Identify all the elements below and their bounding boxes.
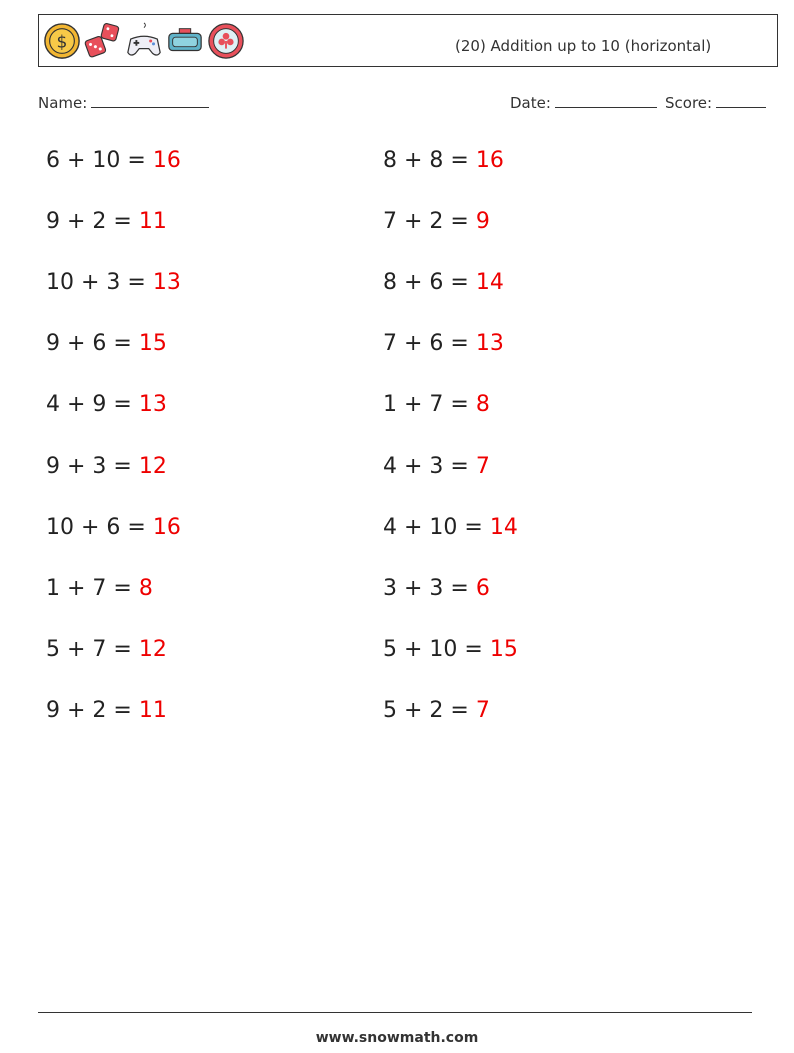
problem-expression: 8 + 6 = <box>383 270 469 296</box>
problem-answer: 8 <box>475 392 490 418</box>
problem-left-5 <box>46 392 167 417</box>
problem-left-9 <box>46 637 167 662</box>
dice-icon <box>84 22 122 60</box>
problem-expression: 5 + 2 = <box>383 697 469 723</box>
problem-left-4 <box>46 331 167 356</box>
score-blank[interactable] <box>716 93 766 108</box>
name-label: Name: <box>38 94 88 112</box>
worksheet-header <box>38 14 778 67</box>
gamepad-icon <box>125 22 163 60</box>
name-blank[interactable] <box>91 93 209 108</box>
problem-answer: 12 <box>138 636 167 662</box>
problem-answer: 9 <box>475 209 490 235</box>
problem-right-9 <box>383 637 518 662</box>
problem-expression: 5 + 7 = <box>46 636 132 662</box>
problem-answer: 13 <box>138 392 167 418</box>
coin-dollar-icon <box>43 22 81 60</box>
problem-left-2 <box>46 209 167 234</box>
problem-left-6 <box>46 454 167 479</box>
problem-expression: 4 + 10 = <box>383 514 483 540</box>
problem-right-3 <box>383 270 504 295</box>
problem-expression: 10 + 6 = <box>46 514 146 540</box>
problem-right-6 <box>383 454 490 479</box>
problem-answer: 7 <box>475 697 490 723</box>
problem-expression: 3 + 3 = <box>383 575 469 601</box>
vr-headset-icon <box>166 22 204 60</box>
problem-left-1 <box>46 148 181 173</box>
problem-expression: 9 + 2 = <box>46 697 132 723</box>
footer-url: www.snowmath.com <box>315 1030 479 1046</box>
problem-expression: 1 + 7 = <box>46 575 132 601</box>
problem-expression: 10 + 3 = <box>46 270 146 296</box>
score-label: Score: <box>665 94 713 112</box>
problem-expression: 1 + 7 = <box>383 392 469 418</box>
problem-expression: 5 + 10 = <box>383 636 483 662</box>
problem-answer: 11 <box>138 697 167 723</box>
problem-answer: 11 <box>138 209 167 235</box>
problem-left-3 <box>46 270 181 295</box>
problem-expression: 6 + 10 = <box>46 148 146 173</box>
problem-answer: 15 <box>489 636 518 662</box>
name-field[interactable] <box>38 93 209 112</box>
problem-answer: 13 <box>475 331 504 357</box>
problem-right-7 <box>383 515 518 540</box>
problem-answer: 6 <box>475 575 490 601</box>
problem-right-2 <box>383 209 490 234</box>
svg-text:$: $ <box>56 32 68 53</box>
problem-expression: 7 + 2 = <box>383 209 469 235</box>
problem-answer: 16 <box>475 148 504 173</box>
problem-expression: 4 + 3 = <box>383 453 469 479</box>
problem-left-10 <box>46 698 167 723</box>
poker-chip-club-icon <box>207 22 245 60</box>
problem-answer: 12 <box>138 453 167 479</box>
problem-right-5 <box>383 392 490 417</box>
date-field[interactable] <box>510 93 657 112</box>
problem-left-7 <box>46 515 181 540</box>
problem-right-4 <box>383 331 504 356</box>
header-icons <box>43 22 245 60</box>
footer-divider <box>38 1012 752 1013</box>
problem-expression: 9 + 6 = <box>46 331 132 357</box>
problem-answer: 16 <box>152 148 181 173</box>
problem-expression: 9 + 2 = <box>46 209 132 235</box>
problem-left-8 <box>46 576 153 601</box>
problem-right-1 <box>383 148 504 173</box>
problem-answer: 16 <box>152 514 181 540</box>
problem-answer: 7 <box>475 453 490 479</box>
problem-answer: 15 <box>138 331 167 357</box>
problem-expression: 8 + 8 = <box>383 148 469 173</box>
score-field[interactable] <box>665 93 766 112</box>
problem-expression: 9 + 3 = <box>46 453 132 479</box>
problem-right-8 <box>383 576 490 601</box>
worksheet-title: (20) Addition up to 10 (horizontal) <box>455 37 712 55</box>
date-label: Date: <box>510 94 551 112</box>
problem-expression: 4 + 9 = <box>46 392 132 418</box>
problem-answer: 13 <box>152 270 181 296</box>
problem-answer: 14 <box>489 514 518 540</box>
problem-answer: 14 <box>475 270 504 296</box>
problem-right-10 <box>383 698 490 723</box>
problem-expression: 7 + 6 = <box>383 331 469 357</box>
date-blank[interactable] <box>555 93 657 108</box>
problem-answer: 8 <box>138 575 153 601</box>
